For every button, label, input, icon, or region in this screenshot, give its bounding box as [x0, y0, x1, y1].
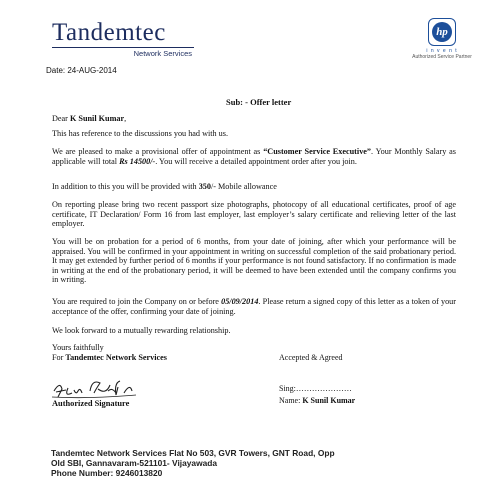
- paragraph-reference: This has reference to the discussions you had with us.: [52, 129, 228, 138]
- logo-divider: [52, 47, 194, 48]
- partner-logo: [403, 18, 481, 60]
- footer-address: [51, 448, 471, 478]
- paragraph-offer: [52, 147, 456, 166]
- offer-text-c: . You will receive a detailed appointment order after you join.: [155, 156, 357, 166]
- paragraph-allowance: [52, 182, 456, 192]
- company-logo: [52, 20, 194, 58]
- recipient-name: K Sunil Kumar: [69, 114, 125, 123]
- name-value: K Sunil Kumar: [302, 396, 356, 405]
- allowance-amount: 350: [198, 182, 211, 191]
- letter-date: Date: 24-AUG-2014: [46, 66, 117, 75]
- allowance-text-b: /- Mobile allowance: [210, 182, 277, 191]
- company-tagline: Network Services: [133, 49, 192, 58]
- name-line: [279, 396, 355, 405]
- name-prefix: Name:: [279, 396, 303, 405]
- for-prefix: For: [52, 353, 66, 362]
- allowance-text-a: In addition to this you will be provided with: [52, 182, 199, 191]
- greeting-prefix: Dear: [52, 114, 70, 123]
- joining-text-a: You are required to join the Company on or before: [52, 297, 222, 306]
- partner-label: Authorized Service Partner: [412, 54, 472, 60]
- company-name: Tandemtec: [52, 19, 166, 46]
- position-title: “Customer Service Executive”: [263, 147, 372, 156]
- letter-subject: Sub: - Offer letter: [226, 97, 292, 107]
- greeting: [52, 114, 456, 124]
- hp-logo-icon: [428, 18, 456, 46]
- joining-text-b: . Please return a signed copy of this letter as a token of your acceptance of the offer, confirming your date of joining.: [52, 297, 456, 316]
- salary-amount: Rs 14500/-: [119, 156, 156, 166]
- footer-line-1: Tandemtec Network Services Flat No 503, GVR Towers, GNT Road, Opp: [51, 448, 335, 458]
- paragraph-probation: You will be on probation for a period of 6 months, from your date of joining, after which your performance will be appraised. You will be confirmed in your appointment in writing on successful completion of the said probationary period. It may get extended by further period of 6 months if your performance is not found satisfactory. If no confirmation is made in writing at the end of the probationary period, it will be deemed to have been extended until the company confirms you in writing.: [52, 237, 456, 284]
- greeting-suffix: ,: [124, 114, 127, 123]
- hp-invent-text: i n v e n t: [426, 48, 458, 54]
- footer-line-2: Old SBI, Gannavaram-521101- Vijayawada: [51, 458, 218, 468]
- for-company: [52, 353, 252, 363]
- accepted-label: Accepted & Agreed: [279, 353, 343, 362]
- closing-phrase: Yours faithfully: [52, 343, 104, 352]
- sign-line: Sing:…………………: [279, 384, 352, 393]
- offer-text-a: We are pleased to make a provisional offer of appointment as: [52, 147, 264, 156]
- paragraph-closing: We look forward to a mutually rewarding relationship.: [52, 326, 231, 335]
- offer-text-b: . Your Monthly Salary as applicable will total: [52, 147, 456, 166]
- paragraph-joining: [52, 297, 456, 316]
- paragraph-documents: On reporting please bring two recent passport size photographs, photocopy of all educational certificates, proof of age certificate, IT Declaration/ Form 16 from last employer, last employer’s salary certificate and relieving letter of the last employer.: [52, 200, 456, 228]
- joining-date: 05/09/2014: [221, 297, 259, 306]
- footer-phone: Phone Number: 9246013820: [51, 468, 163, 478]
- for-company-name: Tandemtec Network Services: [65, 353, 167, 362]
- authorized-signature-label: Authorized Signature: [52, 399, 130, 408]
- hp-logo-text: hp: [432, 22, 452, 42]
